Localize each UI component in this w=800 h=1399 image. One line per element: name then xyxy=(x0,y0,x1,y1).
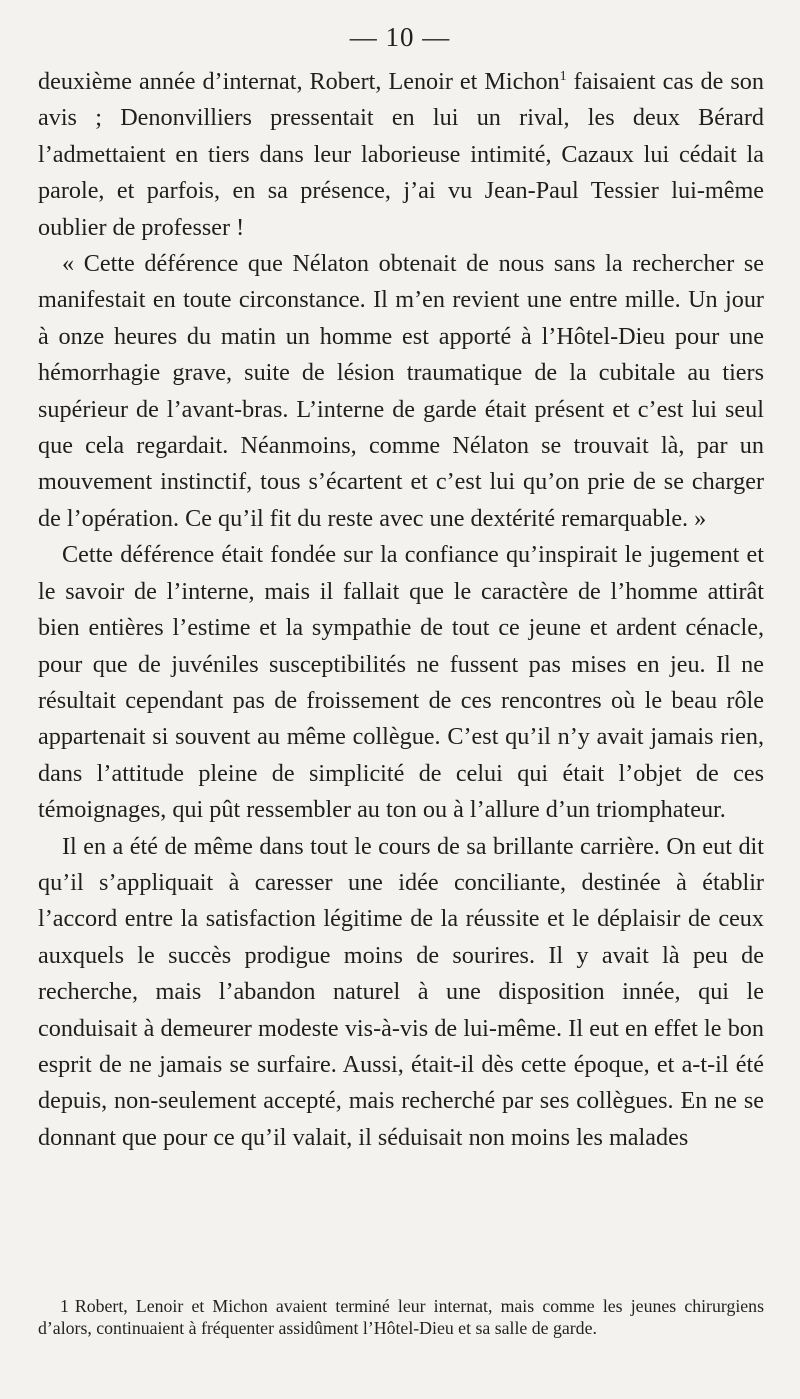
paragraph-4: Il en a été de même dans tout le cours de sa brillante carrière. On eut dit qu’il s’appliquait à caresser une idée conciliante, destinée à établir l’accord entre la satisfaction légitime de la réussite et le déplaisir de ceux auxquels le succès prodigue moins de sourires. Il y avait là peu de recherche, mais l’abandon naturel à une disposition innée, qui le conduisait à demeurer modeste vis-à-vis de lui-même. Il eut en effet le bon esprit de ne jamais se surfaire. Aussi, était-il dès cette époque, et a-t-il été depuis, non-seulement accepté, mais recherché par ses collègues. En ne se donnant que pour ce qu’il valait, il séduisait non moins les malades xyxy=(38,832,764,1151)
footnote-marker: 1 xyxy=(60,1296,69,1316)
paragraph-2: « Cette déférence que Nélaton obtenait de nous sans la rechercher se manifestait en toute circonstance. Il m’en revient une entre mille. Un jour à onze heures du matin un homme est apporté à l’Hôtel-Dieu pour une hémorrhagie grave, suite de lésion traumatique de la cubitale au tiers supérieur de l’avant-bras. L’interne de garde était présent et c’est lui seul que cela regardait. Néanmoins, comme Nélaton se trouvait là, par un mouvement instinctif, tous s’écartent et c’est lui qu’on prie de se charger de l’opération. Ce qu’il fit du reste avec une dextérité remarquable. » xyxy=(38,250,764,532)
paragraph-1 xyxy=(38,64,764,246)
footnote-text: Robert, Lenoir et Michon avaient terminé leur internat, mais comme les jeunes chirurgiens d’alors, continuaient à fréquenter assidûment l’Hôtel-Dieu et sa salle de garde. xyxy=(38,1296,764,1338)
paragraph-1-text-a: deuxième année d’internat, Robert, Lenoir et Michon xyxy=(38,68,560,95)
main-text xyxy=(38,64,764,1156)
footnote-reference: 1 xyxy=(559,68,567,84)
page-number: — 10 — xyxy=(349,22,451,52)
paragraph-3: Cette déférence était fondée sur la confiance qu’inspirait le jugement et le savoir de l’interne, mais il fallait que le caractère de l’homme attirât bien entières l’estime et la sympathie de tout ce jeune et ardent cénacle, pour que de juvéniles susceptibilités ne fussent pas mises en jeu. Il ne résultait cependant pas de froissement de ces rencontres où le beau rôle appartenait si souvent au même collègue. C’est qu’il n’y avait jamais rien, dans l’attitude pleine de simplicité de celui qui était l’objet de ces témoignages, qui pût ressembler au ton ou à l’allure d’un triomphateur. xyxy=(38,541,764,824)
footnote xyxy=(38,1295,764,1339)
paragraph-1-text-b: faisaient cas de son avis ; Denonvilliers pressentait en lui un rival, les deux Bérard l’admettaient en tiers dans leur laborieuse intimité, Cazaux lui cédait la parole, et parfois, en sa présence, j’ai vu Jean-Paul Tessier lui-même oublier de professer ! xyxy=(38,68,764,241)
